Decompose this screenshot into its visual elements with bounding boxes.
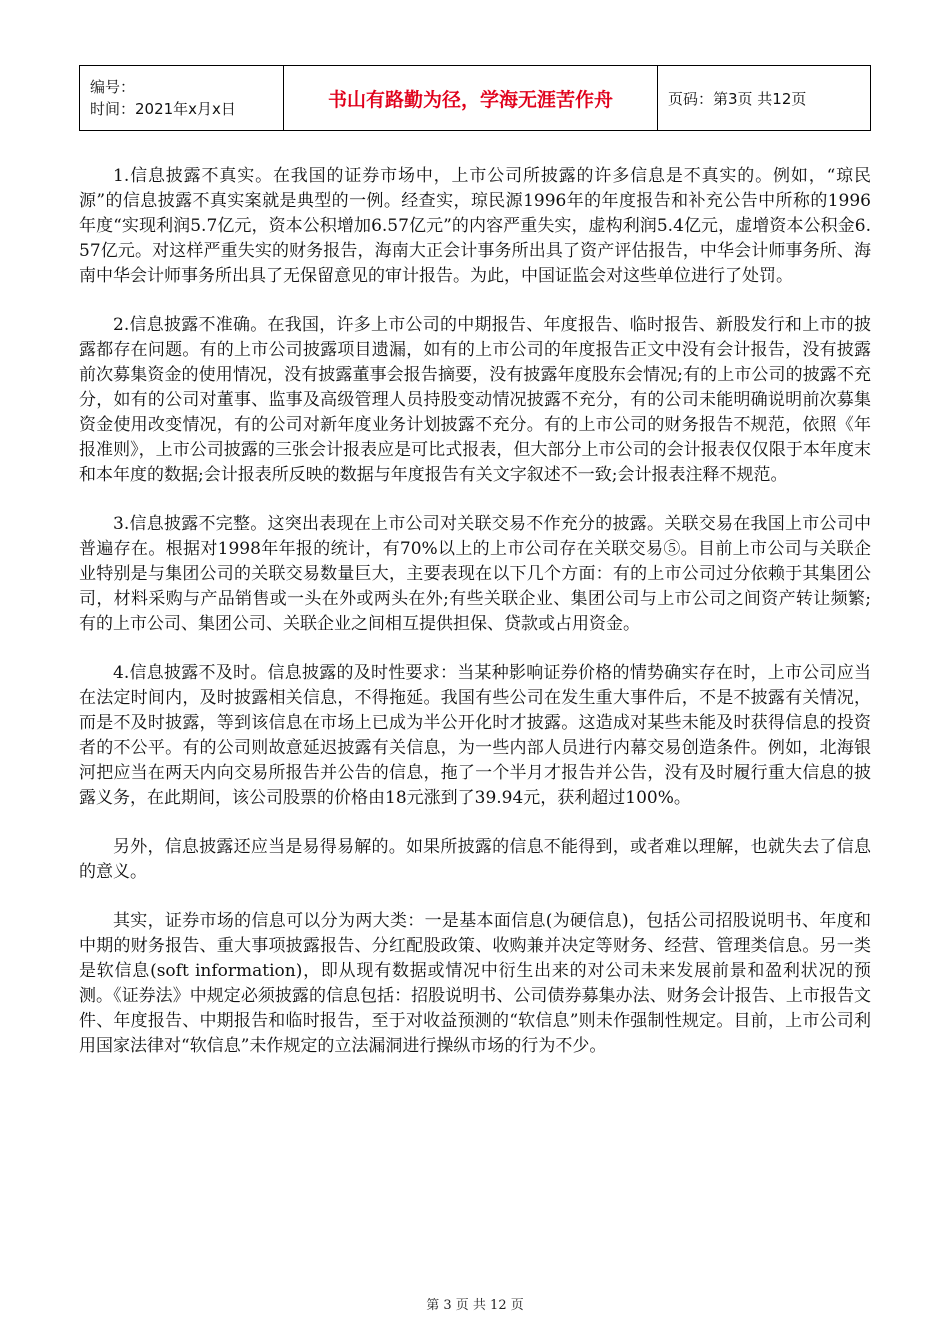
page-footer: 第 3 页 共 12 页	[426, 1298, 524, 1313]
paragraph: 2.信息披露不准确。在我国，许多上市公司的中期报告、年度报告、临时报告、新股发行和上市的披露都存在问题。有的上市公司披露项目遗漏，如有的上市公司的年度报告正文中没有会计报告，没有披露前次募集资金的使用情况，没有披露董事会报告摘要，没有披露年度股东会情况;有的上市公司的披露不充分，如有的公司对董事、监事及高级管理人员持股变动情况披露不充分，有的公司未能明确说明前次募集资金使用改变情况，有的公司对新年度业务计划披露不充分。有的上市公司的财务报告不规范，依照《年报准则》，上市公司披露的三张会计报表应是可比式报表，但大部分上市公司的会计报表仅仅限于本年度末和本年度的数据;会计报表所反映的数据与年度报告有关文字叙述不一致;会计报表注释不规范。	[79, 315, 871, 485]
header-page-label: 页码：第3页 共12页	[668, 89, 807, 108]
paragraph: 4.信息披露不及时。信息披露的及时性要求：当某种影响证券价格的情势确实存在时，上市公司应当在法定时间内，及时披露相关信息，不得拖延。我国有些公司在发生重大事件后，不是不披露有关情况，而是不及时披露，等到该信息在市场上已成为半公开化时才披露。这造成对某些未能及时获得信息的投资者的不公平。有的公司则故意延迟披露有关信息，为一些内部人员进行内幕交易创造条件。例如，北海银河把应当在两天内向交易所报告并公告的信息，拖了一个半月才报告并公告，没有及时履行重大信息的披露义务，在此期间，该公司股票的价格由18元涨到了39.94元，获利超过100%。	[79, 663, 871, 808]
document-body	[79, 164, 871, 1083]
paragraph: 1.信息披露不真实。在我国的证券市场中，上市公司所披露的许多信息是不真实的。例如，“琼民源”的信息披露不真实案就是典型的一例。经查实，琼民源1996年的年度报告和补充公告中所称的1996年度“实现利润5.7亿元，资本公积增加6.57亿元”的内容严重失实，虚构利润5.4亿元，虚增资本公积金6.57亿元。对这样严重失实的财务报告，海南大正会计事务所出具了资产评估报告，中华会计师事务所、海南中华会计师事务所出具了无保留意见的审计报告。为此，中国证监会对这些单位进行了处罚。	[79, 166, 871, 286]
header-motto-cell	[284, 66, 658, 130]
paragraph: 另外，信息披露还应当是易得易解的。如果所披露的信息不能得到，或者难以理解，也就失去了信息的意义。	[79, 837, 871, 882]
paragraph: 3.信息披露不完整。这突出表现在上市公司对关联交易不作充分的披露。关联交易在我国上市公司中普遍存在。根据对1998年年报的统计，有70%以上的上市公司存在关联交易⑤。目前上市公司与关联企业特别是与集团公司的关联交易数量巨大，主要表现在以下几个方面：有的上市公司过分依赖于其集团公司，材料采购与产品销售或一头在外或两头在外;有些关联企业、集团公司与上市公司之间资产转让频繁;有的上市公司、集团公司、关联企业之间相互提供担保、贷款或占用资金。	[79, 514, 871, 634]
document-number-label: 编号：	[90, 78, 136, 96]
document-time-label: 时间：2021年x月x日	[90, 100, 236, 118]
header-page-cell	[658, 66, 870, 130]
header-meta-cell	[80, 66, 284, 130]
header-motto: 书山有路勤为径，学海无涯苦作舟	[327, 88, 613, 111]
paragraph: 其实，证券市场的信息可以分为两大类：一是基本面信息(为硬信息)，包括公司招股说明书、年度和中期的财务报告、重大事项披露报告、分红配股政策、收购兼并决定等财务、经营、管理类信息。另一类是软信息(soft information)，即从现有数据或情况中衍生出来的对公司未来发展前景和盈利状况的预测。《证券法》中规定必须披露的信息包括：招股说明书、公司债券募集办法、财务会计报告、上市报告文件、年度报告、中期报告和临时报告，至于对收益预测的“软信息”则未作强制性规定。目前，上市公司利用国家法律对“软信息”未作规定的立法漏洞进行操纵市场的行为不少。	[79, 911, 871, 1056]
header-table	[79, 65, 871, 131]
